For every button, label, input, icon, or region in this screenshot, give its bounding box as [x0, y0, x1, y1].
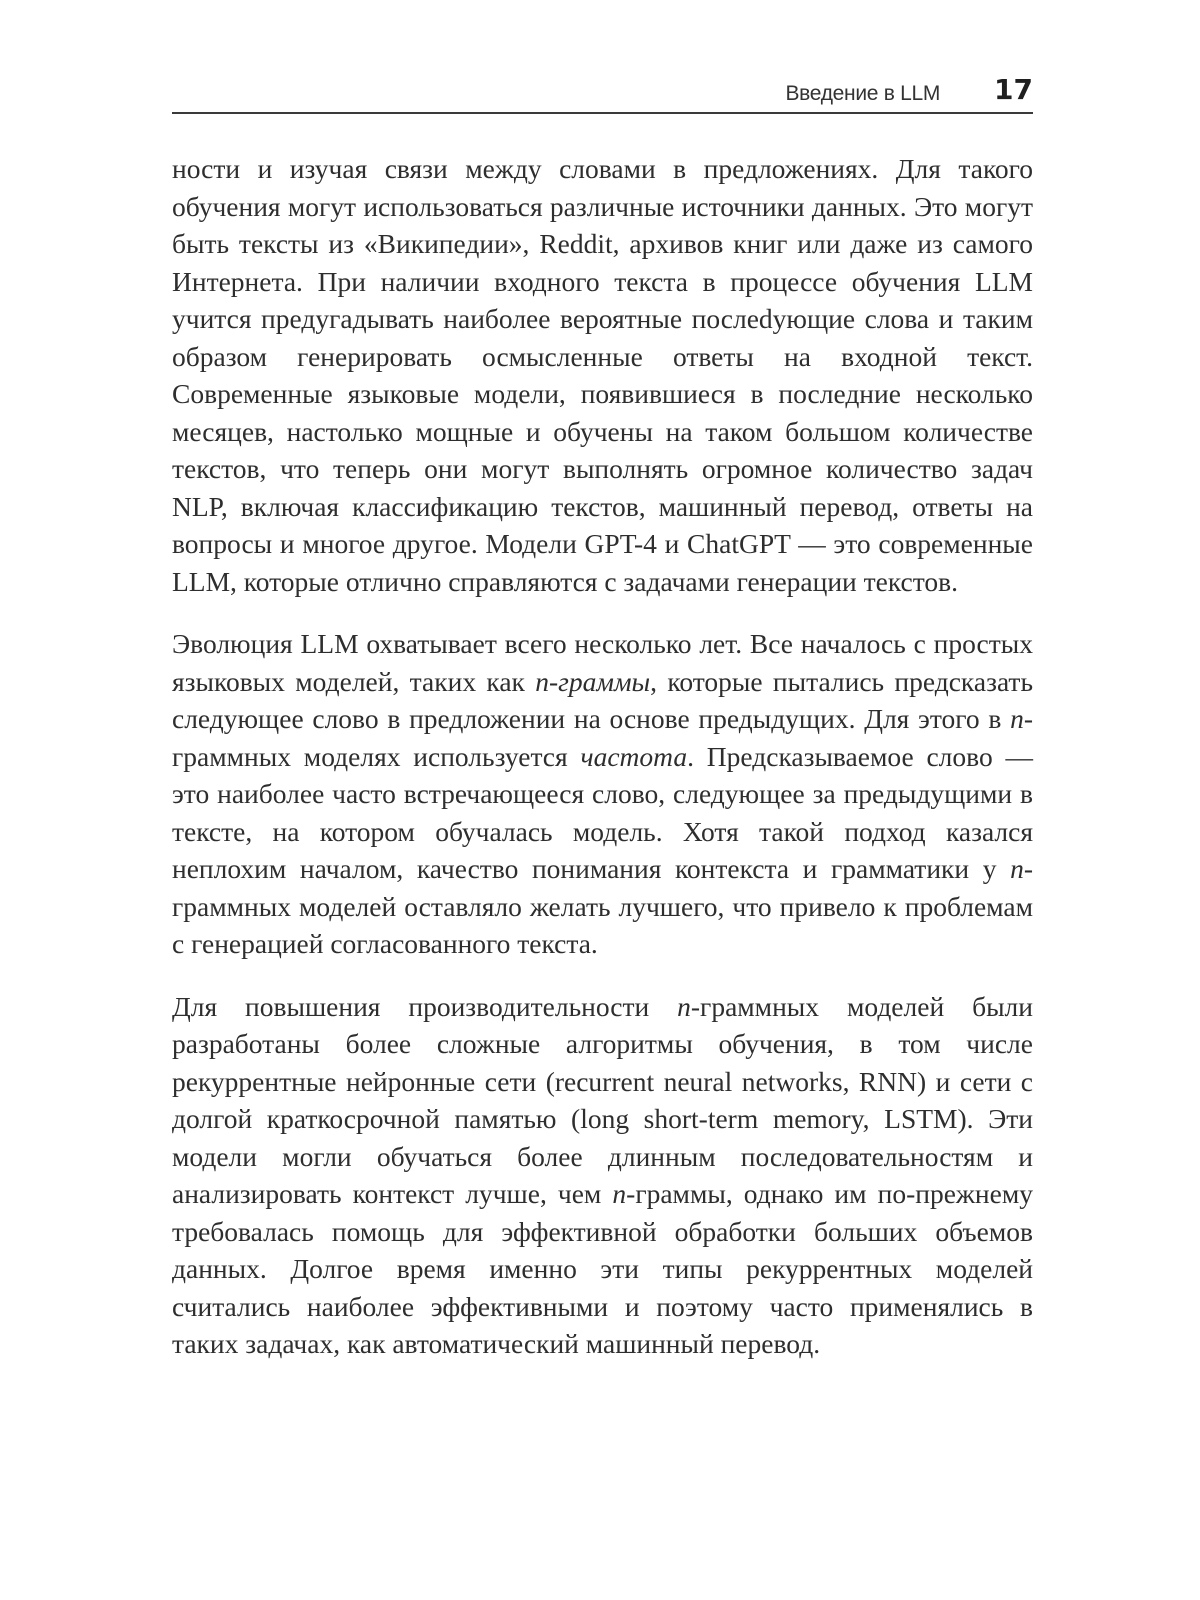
- paragraph-2: [172, 625, 1033, 963]
- italic-term: n: [1010, 703, 1024, 734]
- text-segment: , которые пытались предсказать следующее слово в предложении на основе предыдущих. Для этого в: [172, 665, 1033, 734]
- section-title: Введение в LLM: [785, 82, 941, 105]
- paragraph-1: [172, 150, 1033, 600]
- text-segment: -граммных моделей были разработаны более сложные алгоритмы обучения, в том числе рекуррентные нейронные сети (recurrent neural networks, RNN) и сети с долгой краткосрочной памятью (long short-term memory, LSTM). Эти модели могли обучаться более длинным последовательностям и анализировать контекст лучше, чем: [172, 990, 1033, 1209]
- italic-term: n-граммы: [535, 665, 651, 697]
- running-header: [172, 70, 1033, 114]
- page-number: 17: [994, 73, 1033, 106]
- text-segment: -граммных моделей оставляло желать лучшего, что привело к проблемам с генерацией согласованного текста.: [172, 853, 1033, 959]
- italic-term: n: [612, 1178, 627, 1209]
- italic-term: частота: [580, 740, 688, 772]
- text-segment: Эволюция LLM охватывает всего несколько лет. Все началось с простых языковых моделей, таких как: [172, 628, 1033, 697]
- text-segment: ности и изучая связи между словами в предложениях. Для такого обучения могут использоваться различные источники данных. Это могут быть тексты из «Википедии», Reddit, архивов книг или даже из самого Интернета. При наличии входного текста в процессе обучения LLM учится предугадывать наиболее вероятные послеdующие слова и таким образом генерировать осмысленные ответы на входной текст. Современные языковые модели, появившиеся в последние несколько месяцев, настолько мощные и обучены на таком большом количестве текстов, что теперь они могут выполнять огромное количество задач NLP, включая классификацию текстов, машинный перевод, ответы на вопросы и многое другое. Модели GPT-4 и ChatGPT — это современные LLM, которые отлично справляются с задачами генерации текстов.: [172, 153, 1033, 597]
- italic-term: n: [1010, 853, 1024, 884]
- paragraph-3: [172, 988, 1033, 1363]
- book-page: [172, 0, 1033, 1600]
- text-segment: Для повышения производительности: [172, 990, 678, 1022]
- text-segment: -граммы, однако им по-прежнему требовалась помощь для эффективной обработки больших объемов данных. Долгое время именно эти типы рекуррентных моделей считались наиболее эффективными и поэтому часто применялись в таких задачах, как автоматический машинный перевод.: [172, 1178, 1033, 1359]
- text-segment: -граммных моделях используется: [172, 703, 1033, 772]
- body-text: [172, 150, 1033, 1388]
- text-segment: . Предсказываемое слово — это наиболее часто встречающееся слово, следующее за предыдущими в тексте, на котором обучалась модель. Хотя такой подход казался неплохим началом, качество понимания контекста и грамматики у: [172, 740, 1033, 884]
- italic-term: n: [677, 990, 691, 1022]
